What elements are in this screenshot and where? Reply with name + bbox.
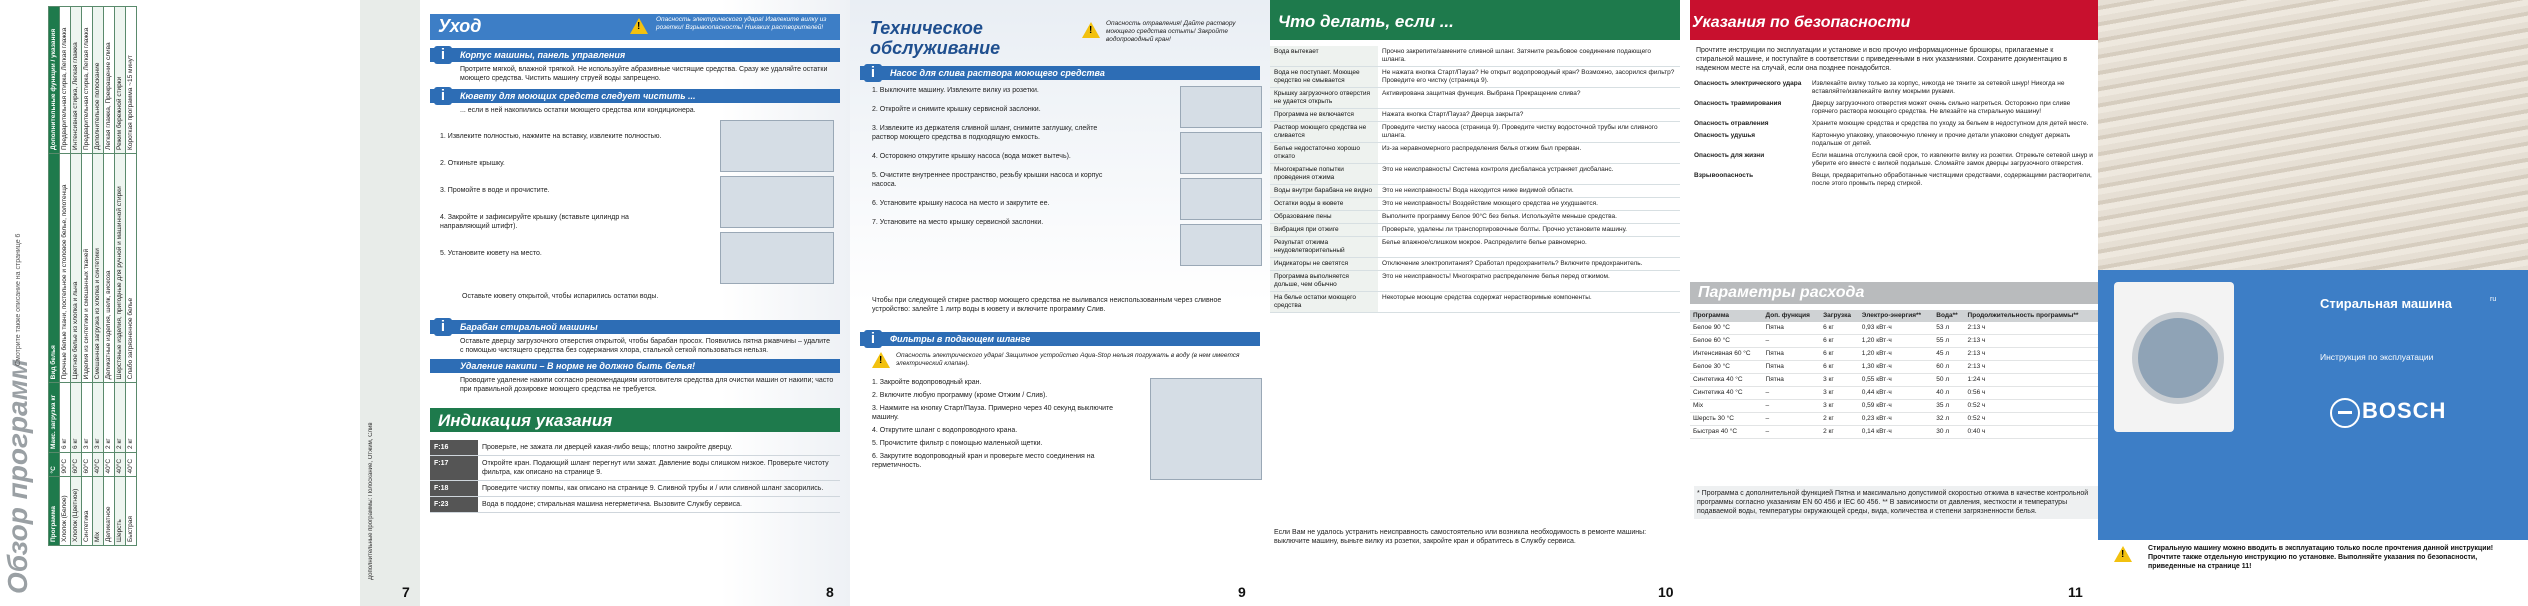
table-cell: 60 л (1933, 361, 1964, 374)
section-text: Оставьте дверцу загрузочного отверстия открытой, чтобы барабан просох. Появились пятна ржавчины – удалите с помощью чистящего средства без содержания хлора, стальной сеткой пользоваться нельзя. (460, 338, 831, 354)
table-cell: Режим бережной стирки (115, 7, 126, 154)
info-icon: i (434, 46, 452, 64)
table-row (93, 7, 104, 546)
table-cell: Пятна (1763, 348, 1821, 361)
table-cell: 0,14 кВт·ч (1859, 426, 1934, 439)
table-row (60, 7, 71, 546)
brand-name: BOSCH (2362, 398, 2447, 423)
page-number: 9 (1238, 584, 1246, 600)
table-cell: Храните моющие средства и средства по уходу за бельем в недоступном для детей месте. (1812, 120, 2089, 127)
table-cell: Короткая программа ~15 минут (126, 7, 137, 154)
table-cell: Синтетика 40 °C (1690, 387, 1763, 400)
table-row: F:18 Проведите чистку помпы, как описано на странице 9. Сливной трубы и / или сливной шланг засорились. (430, 481, 840, 497)
table-cell: Раствор моющего средства не сливается (1270, 122, 1378, 143)
table-cell: 2:13 ч (1965, 361, 2098, 374)
step: 5. Установите кювету на место. (440, 250, 542, 257)
table-row (1270, 122, 1680, 143)
table-row (1270, 88, 1680, 109)
table-row (1690, 118, 2098, 130)
table-header-row (1690, 310, 2098, 322)
table-row: F:16 Проверьте, не зажата ли дверцей какая-либо вещь; плотно закройте дверцу. (430, 440, 840, 456)
table-cell: На белье остатки моющего средства (1270, 292, 1378, 313)
col-header: °C (49, 452, 60, 476)
table-cell: Это не неисправность! Воздействие моющего средства не ухудшается. (1378, 198, 1680, 211)
table-cell: 60°C (82, 452, 93, 476)
table-cell: Из-за неравномерного распределения белья отжим был прерван. (1378, 143, 1680, 164)
table-cell: 3 кг (1820, 374, 1859, 387)
step: 2. Откиньте крышку. (440, 160, 505, 167)
drawer-illustration (720, 232, 834, 284)
section-header: i Корпус машины, панель управления (430, 48, 840, 62)
table-row (1270, 258, 1680, 271)
warning-icon (630, 18, 648, 34)
step: 3. Извлеките из держателя сливной шланг, снимите заглушку, слейте раствор моющего средства в подходящую емкость. (872, 125, 1098, 141)
table-cell: Вода не поступает. Моющее средство не смывается (1270, 67, 1378, 88)
table-cell: 45 л (1933, 348, 1964, 361)
table-cell: – (1763, 387, 1821, 400)
step: 1. Выключите машину. Извлеките вилку из розетки. (872, 87, 1039, 94)
table-cell: 2 кг (1820, 426, 1859, 439)
section-text: Протрите мягкой, влажной тряпкой. Не используйте абразивные чистящие средства. Сразу же удаляйте остатки моющего средства. Чистить машину струей воды запрещено. (460, 66, 828, 82)
table-cell: 40°C (126, 452, 137, 476)
page-title: Что делать, если ... (1278, 12, 1454, 31)
pump-illustration (1180, 86, 1262, 128)
table-cell: 2:13 ч (1965, 348, 2098, 361)
step: 3. Промойте в воде и прочистите. (440, 187, 550, 194)
table-cell: Если машина отслужила свой срок, то извлеките вилку из розетки. Отрежьте сетевой шнур и уберите его вместе с вилкой подальше. Сломайте замок дверцы загрузочного отверстия. (1812, 152, 2093, 167)
table-cell: Опасность для жизни (1694, 152, 1765, 159)
section-text: Проводите удаление накипи согласно рекомендациям изготовителя средства для очистки машин от накипи; часто при правильной дозировке моющего средства не требуется. (460, 377, 834, 393)
table-cell: 40°C (93, 452, 104, 476)
safety-table-body (1690, 78, 2098, 190)
table-cell: Интенсивная стирка, Легкая глажка (71, 7, 82, 154)
table-cell: – (1763, 400, 1821, 413)
table-cell: 3 кг (1820, 400, 1859, 413)
page-subtitle: Смотрите также описание на странице 6 (15, 233, 22, 366)
warning-icon (1082, 22, 1100, 38)
table-cell: 1,20 кВт·ч (1859, 335, 1934, 348)
table-row (1690, 374, 2098, 387)
warning-text: Опасность электрического удара! Извлеките вилку из розетки! Взрывоопасность! Никаких растворителей! (656, 16, 827, 31)
table-cell: 0:40 ч (1965, 426, 2098, 439)
table-cell: – (1763, 426, 1821, 439)
table-cell: 2 кг (104, 383, 115, 453)
table-cell: – (1763, 335, 1821, 348)
table-row: F:23 Вода в поддоне; стиральная машина негерметична. Вызовите Службу сервиса. (430, 497, 840, 513)
faq-table-body (1270, 46, 1680, 313)
table-cell: 3 кг (1820, 387, 1859, 400)
table-cell: Хлопок (Белое) (60, 477, 71, 546)
table-cell: Слабо загрязненное белье (126, 153, 137, 382)
table-cell: Опасность отравления (1694, 120, 1769, 127)
info-icon: i (864, 64, 882, 82)
table-cell: Быстрая (126, 477, 137, 546)
info-icon: i (864, 330, 882, 348)
warning-text: Опасность отравления! Дайте раствору моющего средства остыть! Закройте водопроводный кран! (1106, 20, 1236, 43)
table-cell: Программа выполняется дольше, чем обычно (1270, 271, 1378, 292)
table-cell: 6 кг (1820, 322, 1859, 335)
table-cell: 35 л (1933, 400, 1964, 413)
page-safety (1680, 0, 2098, 606)
table-cell: Картонную упаковку, упаковочную пленку и прочие детали упаковки следует держать подальше от детей. (1812, 132, 2071, 147)
table-cell: 1,30 кВт·ч (1859, 361, 1934, 374)
page-title: Указания по безопасности (1692, 14, 1911, 31)
table-row (126, 7, 137, 546)
table-row (1690, 130, 2098, 150)
table-cell: Вещи, предварительно обработанные чистящими средствами, содержащими растворители, после этого промыть перед стиркой. (1812, 172, 2092, 187)
table-cell: Шерсть 30 °C (1690, 413, 1763, 426)
table-row (1270, 67, 1680, 88)
consumption-table-body (1690, 322, 2098, 439)
table-cell: 60°C (71, 452, 82, 476)
table-header-row (49, 7, 60, 546)
washer-door-picture (2132, 312, 2224, 404)
hose-illustration (1150, 378, 1262, 480)
table-cell: 6 кг (60, 383, 71, 453)
table-cell: Выполните программу Белое 90°C без белья. Используйте меньше средства. (1378, 211, 1680, 224)
intro-text: Прочтите инструкции по эксплуатации и установке и всю прочую информационные брошюры, прилагаемые к стиральной машине, и поступайте в соответствии с приведенными в них указаниями. Сохраните документацию в надежном месте на случай, если она позднее понадобится. (1696, 47, 2068, 72)
table-row (115, 7, 126, 546)
table-cell: Результат отжима неудовлетворительный (1270, 237, 1378, 258)
section-text: ... если в ней накопились остатки моющего средства или кондиционера. (460, 107, 696, 114)
table-cell: Дверцу загрузочного отверстия может очень сильно нагреться. Осторожно при сливе горячего раствора моющего средства. Не влезайте на стиральную машину! (1812, 100, 2071, 115)
table-cell: 0:52 ч (1965, 413, 2098, 426)
col-header: Программа (1690, 310, 1763, 322)
pump-illustration (1180, 224, 1262, 266)
table-cell: 0,93 кВт·ч (1859, 322, 1934, 335)
table-cell: 0,23 кВт·ч (1859, 413, 1934, 426)
table-row (1690, 400, 2098, 413)
table-cell: Образование пены (1270, 211, 1378, 224)
col-header: Программа (49, 477, 60, 546)
table-cell: Интенсивная 60 °C (1690, 348, 1763, 361)
manual-title: Инструкция по эксплуатации (2320, 352, 2434, 362)
step: 1. Закройте водопроводный кран. (872, 379, 982, 386)
table-row (1690, 387, 2098, 400)
table-cell: Белое 90 °C (1690, 322, 1763, 335)
table-cell: Это не неисправность! Многократно распределение белья перед отжимом. (1378, 271, 1680, 292)
drum-section (430, 320, 840, 394)
step: 4. Открутите шланг с водопроводного крана. (872, 427, 1018, 434)
table-cell: Это не неисправность! Система контроля дисбаланса устраняет дисбаланс. (1378, 164, 1680, 185)
section-header: i Фильтры в подающем шланге (860, 332, 1260, 346)
table-cell: Нажата кнопка Старт/Пауза? Дверца закрыта? (1378, 109, 1680, 122)
table-cell: 6 кг (71, 383, 82, 453)
table-cell: Прочные белые ткани, постельное и столовое белье, полотенца (60, 153, 71, 382)
table-cell: Вода вытекает (1270, 46, 1378, 67)
step: 2. Откройте и снимите крышку сервисной заслонки. (872, 106, 1041, 113)
language-code: ru (2490, 296, 2497, 303)
table-cell: Деликатное (104, 477, 115, 546)
table-row (1270, 292, 1680, 313)
table-row (1690, 335, 2098, 348)
filter-section (860, 332, 1260, 346)
footer-text: Если Вам не удалось устранить неисправность самостоятельно или возникла необходимость в ремонте машины: выключите машину, выньте вилку из розетки, закройте кран и обратитесь в Службу сервиса. (1274, 529, 1647, 545)
safety-table (1690, 78, 2098, 190)
table-cell: 90°C (60, 452, 71, 476)
warning-icon (2114, 546, 2132, 562)
indication-title: Индикация указания (430, 408, 840, 432)
table-cell: 2:13 ч (1965, 335, 2098, 348)
page-number: 8 (826, 584, 834, 600)
table-cell: Не нажата кнопка Старт/Пауза? Не открыт водопроводный кран? Возможно, засорился фильтр? Проведите его чистку (страница 9). (1378, 67, 1680, 88)
section-header: Удаление накипи – В норме не должно быть белья! (430, 359, 840, 373)
col-header: Электро-энергия** (1859, 310, 1934, 322)
filter-steps (872, 378, 1122, 476)
table-cell: Mix (93, 477, 104, 546)
info-icon: i (434, 87, 452, 105)
page-title: Уход (438, 16, 482, 36)
table-row (104, 7, 115, 546)
table-row (1270, 109, 1680, 122)
table-cell: Программа не включается (1270, 109, 1378, 122)
table-cell: 2 кг (126, 383, 137, 453)
table-cell: 40°C (115, 452, 126, 476)
table-cell: Проверьте, удалены ли транспортировочные болты. Прочно установите машину. (1378, 224, 1680, 237)
table-row (1270, 211, 1680, 224)
pump-section (860, 66, 1260, 80)
section-body (430, 48, 840, 121)
step: 6. Закрутите водопроводный кран и проверьте место соединения на герметичность. (872, 453, 1095, 469)
step: 2. Включите любую программу (кроме Отжим / Слив). (872, 392, 1048, 399)
col-header: Загрузка (1820, 310, 1859, 322)
table-cell: 32 л (1933, 413, 1964, 426)
table-cell: 2 кг (115, 383, 126, 453)
page-troubleshooting (1270, 0, 1680, 606)
table-cell: Шерсть (115, 477, 126, 546)
step: 6. Установите крышку насоса на место и закрутите ее. (872, 200, 1050, 207)
table-row (1690, 426, 2098, 439)
table-row: F:17 Откройте кран. Подающий шланг перегнут или зажат. Давление воды слишком низкое. Проверьте чистоту фильтра, как описано на странице 9. (430, 456, 840, 481)
table-cell: 55 л (1933, 335, 1964, 348)
page-title: Техническое обслуживание (870, 18, 1001, 58)
table-cell: Проведите чистку насоса (страница 9). Проведите чистку водосточной трубы или сливного шланга. (1378, 122, 1680, 143)
table-cell: 0,59 кВт·ч (1859, 400, 1934, 413)
table-cell: Предварительная стирка, Легкая глажка (82, 7, 93, 154)
step: 4. Осторожно открутите крышку насоса (вода может вытечь). (872, 153, 1071, 160)
product-name: Стиральная машина (2320, 296, 2453, 311)
faq-table (1270, 46, 1680, 313)
table-cell: Белье недостаточно хорошо отжато (1270, 143, 1378, 164)
table-cell: Дополнительное полоскание (93, 7, 104, 154)
table-cell: Опасность удушья (1694, 132, 1756, 139)
step: 5. Прочистите фильтр с помощью маленькой щетки. (872, 440, 1043, 447)
table-row (1690, 413, 2098, 426)
table-row (1270, 46, 1680, 67)
table-cell: Вибрация при отжиге (1270, 224, 1378, 237)
cover-warning: Стиральную машину можно вводить в эксплуатацию только после прочтения данной инструкции! Прочтите также отдельную инструкцию по установке. Выполняйте указания по безопасности, приведенные на странице 11! (2148, 545, 2494, 570)
table-cell: Синтетика (82, 477, 93, 546)
indication-table (430, 440, 840, 513)
col-header: Вода** (1933, 310, 1964, 322)
table-row (1270, 237, 1680, 258)
table-cell: 30 л (1933, 426, 1964, 439)
pump-steps (872, 86, 1122, 233)
page-care (420, 0, 850, 606)
tip-text: Чтобы при следующей стирке раствор моющего средства не выливался неиспользованным через сливное устройство: залейте 1 литр воды в кювету и включите программу Слив. (872, 297, 1222, 313)
pump-illustration (1180, 178, 1262, 220)
table-row (1690, 170, 2098, 190)
table-cell: 1,20 кВт·ч (1859, 348, 1934, 361)
table-cell: 6 кг (1820, 348, 1859, 361)
cover-page (2098, 0, 2528, 606)
table-cell: Пятна (1763, 374, 1821, 387)
section-header: i Кювету для моющих средств следует чистить ... (430, 89, 840, 103)
table-cell: 2 кг (1820, 413, 1859, 426)
table-cell: Индикаторы не светятся (1270, 258, 1378, 271)
consumption-note: * Программа с дополнительной функцией Пятна и максимально допустимой скоростью отжима в качестве контрольной программы согласно указаниям EN 60 456 и IEC 60 456. ** В зависимости от давления, жесткости и температуры подаваемой воды, температуры окружающей среды, вида, количества и степени загрязненности белья. (1694, 486, 2098, 519)
table-cell: Синтетика 40 °C (1690, 374, 1763, 387)
table-cell: 6 кг (1820, 335, 1859, 348)
program-table (48, 6, 137, 546)
col-header: Дополнительные функции / указания (49, 7, 60, 154)
table-cell: 3 кг (82, 383, 93, 453)
table-cell: – (1763, 413, 1821, 426)
table-cell: 3 кг (93, 383, 104, 453)
page-maintenance (850, 0, 1270, 606)
step: 3. Нажмите на кнопку Старт/Пауза. Примерно через 40 секунд выключите машину. (872, 405, 1114, 421)
table-cell: Изделия из синтетики и смешанных тканей (82, 153, 93, 382)
table-cell: Хлопок (Цветное) (71, 477, 82, 546)
table-cell: Деликатные изделия, шелк, вискоза (104, 153, 115, 382)
table-cell: Отключение электропитания? Сработал предохранитель? Включите предохранитель. (1378, 258, 1680, 271)
table-cell: Шерстяные изделия, пригодные для ручной и машинной стирки (115, 153, 126, 382)
table-cell: Белое 60 °C (1690, 335, 1763, 348)
table-cell: 53 л (1933, 322, 1964, 335)
table-row (1270, 271, 1680, 292)
step: 5. Очистите внутреннее пространство, резьбу крышки насоса и корпус насоса. (872, 172, 1103, 188)
table-cell: 0,55 кВт·ч (1859, 374, 1934, 387)
page-number: 10 (1658, 584, 1674, 600)
table-cell: Некоторые моющие средства содержат нерастворимые компоненты. (1378, 292, 1680, 313)
tip-text: Оставьте кювету открытой, чтобы испарились остатки воды. (462, 293, 659, 300)
side-note: Дополнительные программы: Полоскание, Отжим, Слив (368, 422, 374, 580)
table-cell: Опасность электрического удара (1694, 80, 1802, 87)
drawer-illustration (720, 120, 834, 172)
table-cell: 50 л (1933, 374, 1964, 387)
table-cell: Пятна (1763, 361, 1821, 374)
step: 7. Установите на место крышку сервисной заслонки. (872, 219, 1044, 226)
col-header: Макс. загрузка кг (49, 383, 60, 453)
table-row (1270, 143, 1680, 164)
table-row (1270, 185, 1680, 198)
table-cell: 0:52 ч (1965, 400, 2098, 413)
table-cell: Взрывоопасность (1694, 172, 1754, 179)
info-icon: i (434, 318, 452, 336)
table-row (71, 7, 82, 546)
table-cell: Многократные попытки проведения отжима (1270, 164, 1378, 185)
table-cell: 1:24 ч (1965, 374, 2098, 387)
table-cell: Это не неисправность! Вода находится ниже видимой области. (1378, 185, 1680, 198)
rotated-content (0, 0, 420, 606)
col-header: Вид белья (49, 153, 60, 382)
warning-icon (872, 352, 890, 368)
table-row (1690, 150, 2098, 170)
table-cell: Пятна (1763, 322, 1821, 335)
page-program-overview (0, 0, 420, 606)
section-header: i Насос для слива раствора моющего средства (860, 66, 1260, 80)
col-header: Продолжительность программы** (1965, 310, 2098, 322)
table-cell: Mix (1690, 400, 1763, 413)
step: 1. Извлеките полностью, нажмите на вставку, извлеките полностью. (440, 133, 662, 140)
page-number: 11 (2068, 584, 2083, 600)
table-cell: Крышку загрузочного отверстия не удается открыть (1270, 88, 1378, 109)
table-row (1270, 224, 1680, 237)
bosch-logo-icon (2330, 398, 2360, 428)
table-cell: Предварительная стирка, Легкая глажка (60, 7, 71, 154)
page-title: Обзор программ (2, 358, 33, 594)
table-cell: Воды внутри барабана не видно (1270, 185, 1378, 198)
pump-illustration (1180, 132, 1262, 174)
table-cell: Белое 30 °C (1690, 361, 1763, 374)
table-cell: Смешанная загрузка из хлопка и синтетики (93, 153, 104, 382)
page-number: 7 (402, 584, 410, 600)
drawer-illustration (720, 176, 834, 228)
consumption-title: Параметры расхода (1690, 282, 2098, 304)
table-row (1690, 98, 2098, 118)
table-row (1690, 348, 2098, 361)
col-header: Доп. функция (1763, 310, 1821, 322)
table-cell: 2:13 ч (1965, 322, 2098, 335)
table-cell: Остатки воды в кювете (1270, 198, 1378, 211)
table-cell: 6 кг (1820, 361, 1859, 374)
table-cell: Опасность травмирования (1694, 100, 1782, 107)
table-row (82, 7, 93, 546)
step: 4. Закройте и зафиксируйте крышку (вставьте цилиндр на направляющий штифт). (440, 214, 629, 230)
table-cell: 0:56 ч (1965, 387, 2098, 400)
consumption-table (1690, 310, 2098, 439)
table-cell: Быстрая 40 °C (1690, 426, 1763, 439)
filter-warning: Опасность электрического удара! Защитное устройство Aqua-Stop нельзя погружать в воду (в нем имеется электрический клапан). (896, 352, 1240, 367)
table-cell: Цветное белье из хлопка и льна (71, 153, 82, 382)
table-cell: Легкая глажка, Прекращение слива (104, 7, 115, 154)
table-cell: Прочно закрепите/замените сливной шланг. Затяните резьбовое соединение подающего шланга. (1378, 46, 1680, 67)
title-bar (430, 14, 840, 40)
table-row (1690, 78, 2098, 98)
steps-list (440, 132, 670, 264)
table-cell: 40 л (1933, 387, 1964, 400)
table-cell: Активирована защитная функция. Выбрана Прекращение слива? (1378, 88, 1680, 109)
table-row (1270, 164, 1680, 185)
table-cell: Белье влажное/слишком мокрое. Распределите белье равномерно. (1378, 237, 1680, 258)
program-table-body (60, 7, 137, 546)
table-cell: 40°C (104, 452, 115, 476)
section-header: i Барабан стиральной машины (430, 320, 840, 334)
table-row (1270, 198, 1680, 211)
table-cell: Извлекайте вилку только за корпус, никогда не тяните за сетевой шнур! Никогда не вставляйте/извлекайте вилку мокрыми руками. (1812, 80, 2065, 95)
table-row (1690, 322, 2098, 335)
table-row (1690, 361, 2098, 374)
cover-photo (2098, 0, 2528, 270)
table-cell: 0,44 кВт·ч (1859, 387, 1934, 400)
